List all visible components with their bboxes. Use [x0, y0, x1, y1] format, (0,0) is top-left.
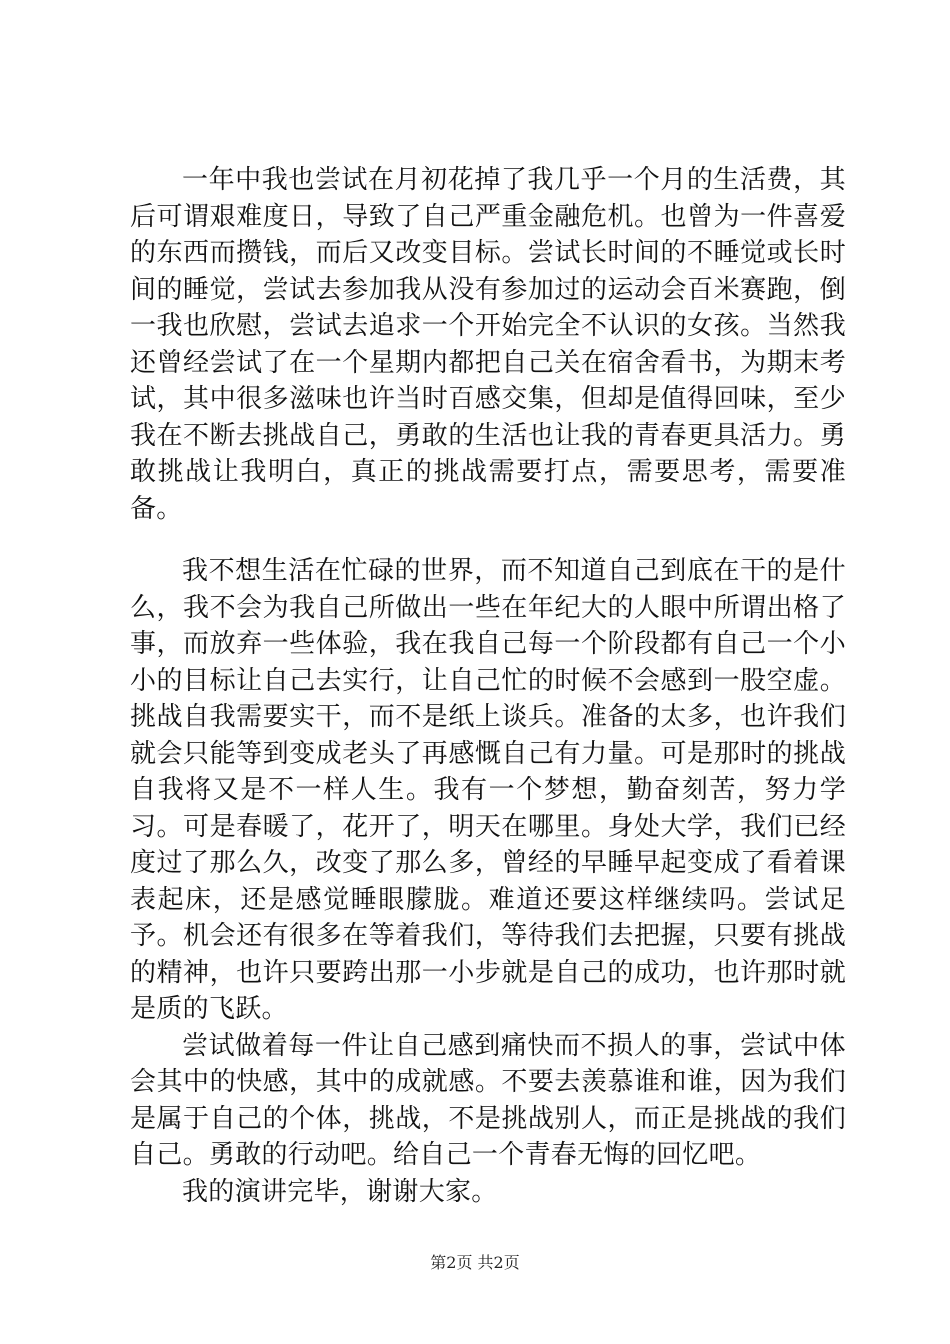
- paragraph-1: 一年中我也尝试在月初花掉了我几乎一个月的生活费，其后可谓艰难度日，导致了自己严重金融危机。也曾为一件喜爱的东西而攒钱，而后又改变目标。尝试长时间的不睡觉或长时间的睡觉，尝试去参加我从没有参加过的运动会百米赛跑，倒一我也欣慰，尝试去追求一个开始完全不认识的女孩。当然我还曾经尝试了在一个星期内都把自己关在宿舍看书，为期末考试，其中很多滋味也许当时百感交集，但却是值得回味，至少我在不断去挑战自己，勇敢的生活也让我的青春更具活力。勇敢挑战让我明白，真正的挑战需要打点，需要思考，需要准备。: [130, 165, 846, 524]
- paragraph-3: 尝试做着每一件让自己感到痛快而不损人的事，尝试中体会其中的快感，其中的成就感。不要去羡慕谁和谁，因为我们是属于自己的个体，挑战，不是挑战别人，而正是挑战的我们自己。勇敢的行动吧。给自己一个青春无悔的回忆吧。: [130, 1030, 846, 1170]
- paragraph-2: 我不想生活在忙碌的世界，而不知道自己到底在干的是什么，我不会为我自己所做出一些在年纪大的人眼中所谓出格了事，而放弃一些体验，我在我自己每一个阶段都有自己一个小小的目标让自己去实行，让自己忙的时候不会感到一股空虚。挑战自我需要实干，而不是纸上谈兵。准备的太多，也许我们就会只能等到变成老头了再感慨自己有力量。可是那时的挑战自我将又是不一样人生。我有一个梦想，勤奋刻苦，努力学习。可是春暖了，花开了，明天在哪里。身处大学，我们已经度过了那么久，改变了那么多，曾经的早睡早起变成了看着课表起床，还是感觉睡眼朦胧。难道还要这样继续吗。尝试足予。机会还有很多在等着我们，等待我们去把握，只要有挑战的精神，也许只要跨出那一小步就是自己的成功，也许那时就是质的飞跃。: [130, 556, 846, 1024]
- document-body: [130, 162, 846, 1210]
- paragraph-4: 我的演讲完毕，谢谢大家。: [182, 1176, 498, 1207]
- page-footer: 第2页 共2页: [430, 1253, 520, 1272]
